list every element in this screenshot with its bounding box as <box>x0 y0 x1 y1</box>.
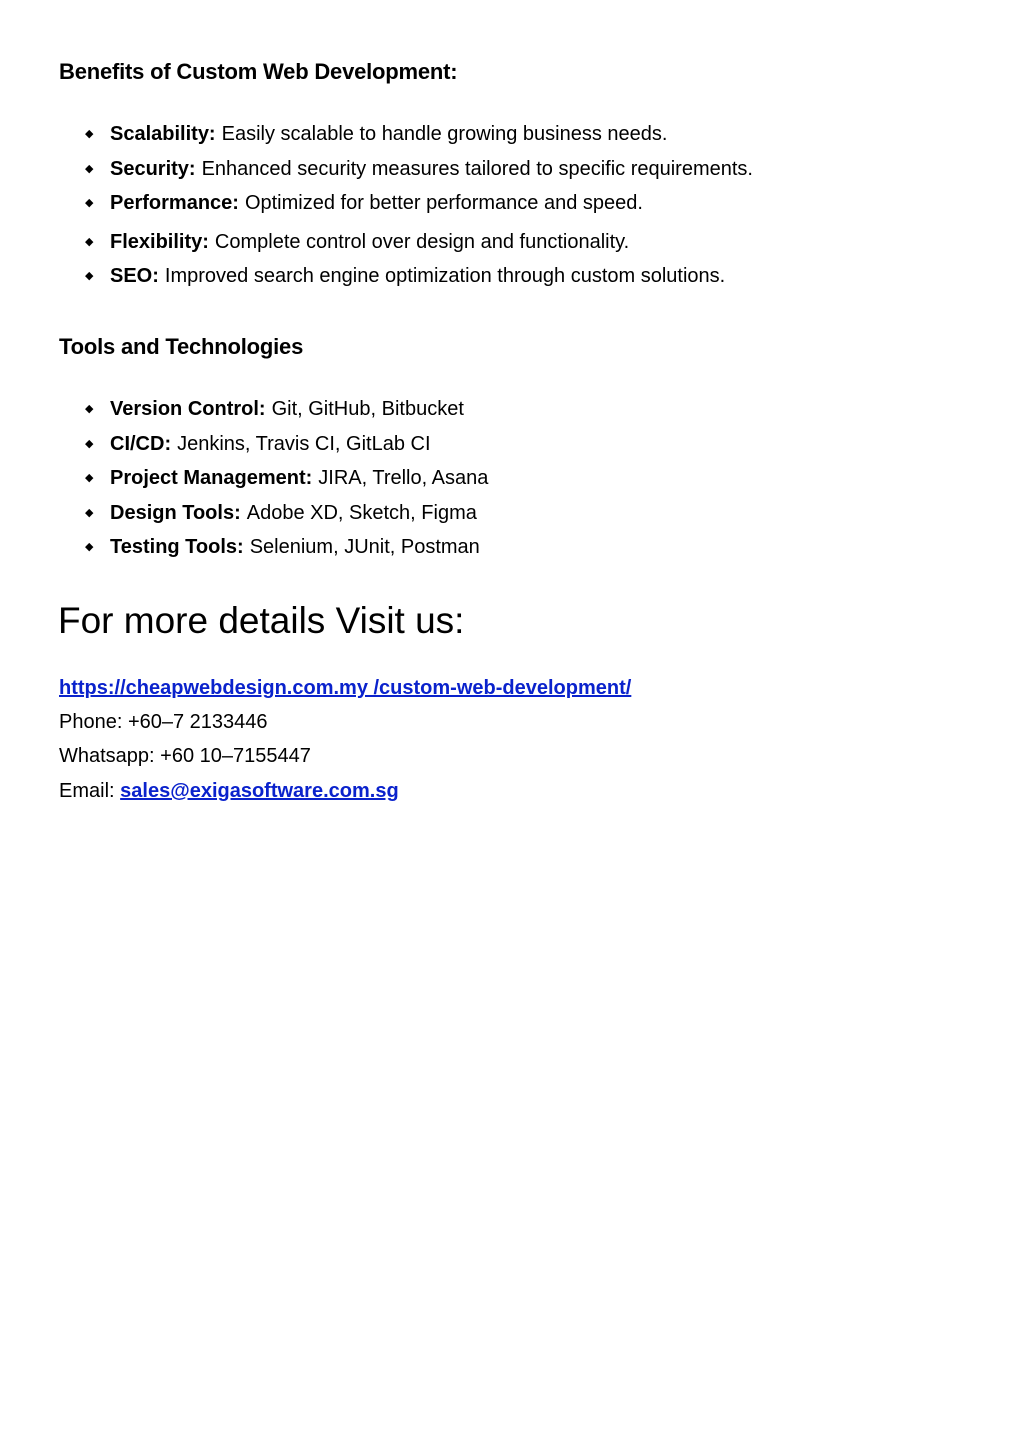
item-term: Design Tools: <box>110 501 241 524</box>
diamond-bullet-icon: ◆ <box>85 507 94 519</box>
diamond-bullet-icon: ◆ <box>85 472 94 484</box>
email-link[interactable]: sales@exigasoftware.com.sg <box>120 780 399 802</box>
diamond-bullet-icon: ◆ <box>85 163 94 175</box>
diamond-bullet-icon: ◆ <box>85 197 94 209</box>
email-line <box>59 778 399 804</box>
list-item <box>83 534 480 560</box>
item-description: Jenkins, Travis CI, GitLab CI <box>177 432 431 455</box>
item-description: Adobe XD, Sketch, Figma <box>246 501 477 524</box>
list-item <box>83 229 629 255</box>
list-item <box>83 500 477 526</box>
diamond-bullet-icon: ◆ <box>85 128 94 140</box>
item-term: Version Control: <box>110 397 266 420</box>
benefits-heading: Benefits of Custom Web Development: <box>59 59 458 84</box>
list-item <box>83 121 667 147</box>
diamond-bullet-icon: ◆ <box>85 236 94 248</box>
item-term: SEO: <box>110 264 159 287</box>
item-term: CI/CD: <box>110 432 172 455</box>
website-line <box>59 675 631 701</box>
item-description: JIRA, Trello, Asana <box>318 466 489 489</box>
website-link[interactable]: https://cheapwebdesign.com.my /custom-web-development/ <box>59 677 632 699</box>
diamond-bullet-icon: ◆ <box>85 270 94 282</box>
item-description: Complete control over design and functionality. <box>214 230 630 253</box>
whatsapp-line: Whatsapp: +60 10–7155447 <box>59 745 311 767</box>
email-label: Email: <box>59 780 115 802</box>
diamond-bullet-icon: ◆ <box>85 541 94 553</box>
item-term: Flexibility: <box>110 230 209 253</box>
diamond-bullet-icon: ◆ <box>85 403 94 415</box>
tools-heading: Tools and Technologies <box>59 334 304 359</box>
item-term: Security: <box>110 157 196 180</box>
list-item <box>83 263 725 289</box>
phone-line: Phone: +60–7 2133446 <box>59 711 268 733</box>
item-term: Scalability: <box>110 122 216 145</box>
item-description: Improved search engine optimization through custom solutions. <box>164 264 726 287</box>
item-description: Optimized for better performance and speed. <box>244 191 643 214</box>
item-term: Project Management: <box>110 466 313 489</box>
visit-us-heading: For more details Visit us: <box>58 600 465 641</box>
item-term: Performance: <box>110 191 239 214</box>
list-item <box>83 396 464 422</box>
list-item <box>83 465 488 491</box>
list-item <box>83 431 431 457</box>
item-description: Enhanced security measures tailored to specific requirements. <box>201 157 753 180</box>
item-description: Easily scalable to handle growing business needs. <box>221 122 668 145</box>
item-description: Selenium, JUnit, Postman <box>249 535 480 558</box>
list-item <box>83 156 753 182</box>
list-item <box>83 190 643 216</box>
item-description: Git, GitHub, Bitbucket <box>271 397 464 420</box>
diamond-bullet-icon: ◆ <box>85 438 94 450</box>
item-term: Testing Tools: <box>110 535 244 558</box>
